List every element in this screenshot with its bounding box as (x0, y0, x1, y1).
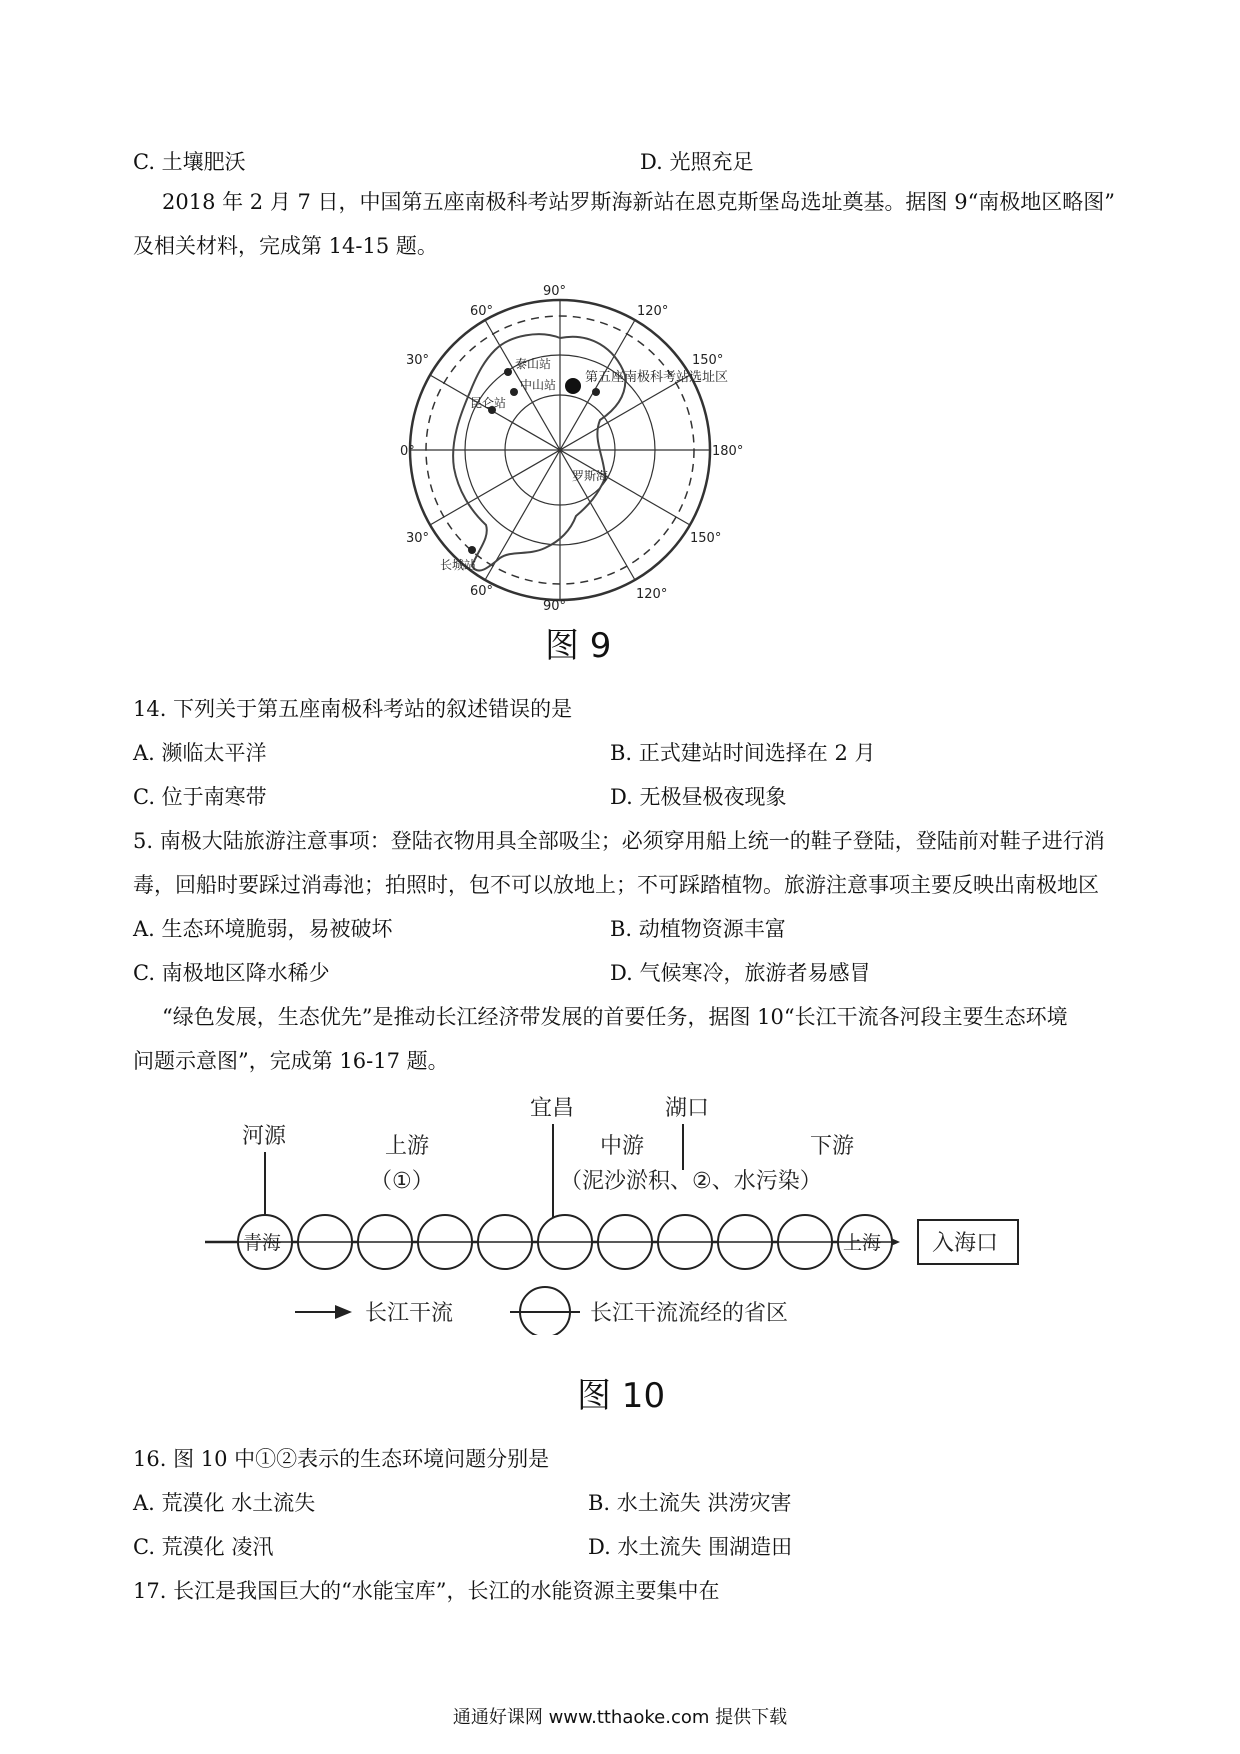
q14-option-d: D. 无极昼极夜现象 (610, 785, 787, 809)
option-c-top: C. 土壤肥沃 (133, 150, 246, 174)
station-zhongshan: 中山站 (520, 378, 557, 392)
lon-label-90-top: 90° (543, 284, 567, 299)
polar-grid (410, 300, 710, 600)
label-middle-reach: 中游 (600, 1134, 645, 1159)
q14-option-a: A. 濒临太平洋 (133, 741, 267, 765)
q16-option-b: B. 水土流失 洪涝灾害 (588, 1491, 792, 1515)
figure-9-caption: 图 9 (545, 626, 612, 666)
label-middle-issue: （泥沙淤积、②、水污染） (560, 1169, 822, 1194)
q15-option-a: A. 生态环境脆弱，易被破坏 (133, 917, 393, 941)
lon-label-150-bottom: 150° (690, 531, 722, 546)
label-qinghai: 青海 (243, 1232, 282, 1254)
lon-label-150-top: 150° (692, 353, 724, 368)
station-kunlun: 昆仑站 (470, 396, 507, 410)
legend-river-label: 长江干流 (365, 1301, 454, 1326)
q16-option-a: A. 荒漠化 水土流失 (133, 1491, 316, 1515)
label-ross-sea: 罗斯海 (572, 469, 609, 483)
q15-option-b: B. 动植物资源丰富 (610, 917, 786, 941)
intro-14-line1: 2018 年 2 月 7 日，中国第五座南极科考站罗斯海新站在恩克斯堡岛选址奠基。据图 9“南极地区略图” (162, 190, 1116, 214)
option-d-top: D. 光照充足 (640, 150, 754, 174)
label-upper-issue: （①） (370, 1169, 434, 1194)
lon-label-120-top: 120° (637, 304, 669, 319)
q15-option-d: D. 气候寒冷，旅游者易感冒 (610, 961, 871, 985)
intro-16-line1: “绿色发展，生态优先”是推动长江经济带发展的首要任务，据图 10“长江干流各河段主要生态环境 (162, 1005, 1068, 1029)
label-sea-mouth: 入海口 (932, 1231, 999, 1256)
lon-label-90-bottom: 90° (543, 599, 567, 610)
lon-label-180: 180° (712, 444, 744, 459)
lon-label-30-bottom: 30° (406, 531, 430, 546)
q14-option-b: B. 正式建站时间选择在 2 月 (610, 741, 876, 765)
station-changcheng: 长城站 (440, 558, 477, 572)
q15-stem-line1: 5. 南极大陆旅游注意事项：登陆衣物用具全部吸尘；必须穿用船上统一的鞋子登陆，登陆前对鞋子进行消 (133, 829, 1105, 853)
label-river-source: 河源 (242, 1124, 287, 1149)
q16-option-c: C. 荒漠化 凌汛 (133, 1535, 274, 1559)
q14-stem: 14. 下列关于第五座南极科考站的叙述错误的是 (133, 697, 573, 721)
lon-label-30-top: 30° (406, 353, 430, 368)
q15-option-c: C. 南极地区降水稀少 (133, 961, 330, 985)
q17-stem: 17. 长江是我国巨大的“水能宝库”，长江的水能资源主要集中在 (133, 1579, 720, 1603)
q16-option-d: D. 水土流失 围湖造田 (588, 1535, 793, 1559)
figure-9-antarctic-map (400, 280, 880, 610)
intro-14-line2: 及相关材料，完成第 14-15 题。 (133, 234, 438, 258)
station-taishan: 泰山站 (515, 357, 552, 371)
intro-16-line2: 问题示意图”，完成第 16-17 题。 (133, 1049, 449, 1073)
figure-10-yangtze-diagram (200, 1090, 1060, 1335)
label-lower-reach: 下游 (810, 1134, 855, 1159)
label-hukou: 湖口 (665, 1096, 710, 1121)
lon-label-60-bottom: 60° (470, 584, 494, 599)
lon-label-120-bottom: 120° (636, 587, 668, 602)
legend-arrowhead (335, 1305, 352, 1319)
label-yichang: 宜昌 (530, 1096, 575, 1121)
figure-10-caption: 图 10 (577, 1376, 666, 1416)
q15-stem-line2: 毒，回船时要踩过消毒池；拍照时，包不可以放地上；不可踩踏植物。旅游注意事项主要反映出南极地区 (133, 873, 1099, 897)
page-footer: 通通好课网 www.tthaoke.com 提供下载 (452, 1707, 788, 1728)
lon-label-0: 0° (400, 444, 415, 459)
station-new-site: 第五座南极科考站选址区 (585, 370, 729, 385)
q14-option-c: C. 位于南寒带 (133, 785, 267, 809)
q16-stem: 16. 图 10 中①②表示的生态环境问题分别是 (133, 1447, 550, 1471)
lon-label-60-top: 60° (470, 304, 494, 319)
label-shanghai: 上海 (843, 1232, 882, 1254)
legend-province-label: 长江干流流经的省区 (590, 1301, 789, 1326)
new-station-site-marker (565, 378, 581, 394)
label-upper-reach: 上游 (385, 1134, 430, 1159)
